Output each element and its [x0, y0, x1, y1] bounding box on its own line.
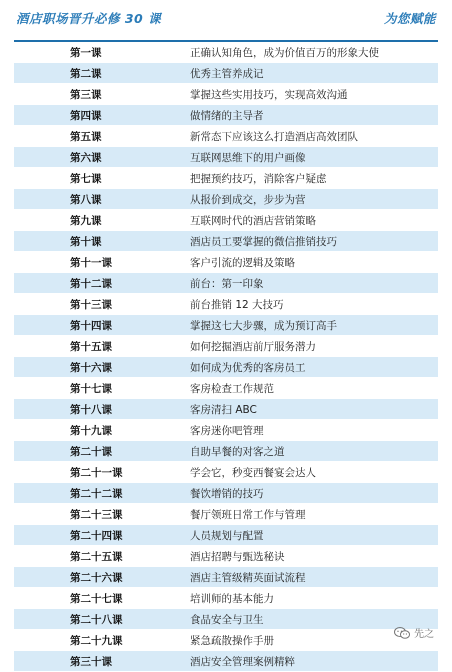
lesson-topic: 如何成为优秀的客房员工: [190, 361, 306, 374]
table-row: [14, 147, 438, 168]
lesson-number: 第二十八课: [70, 613, 123, 626]
table-row: [14, 462, 438, 483]
table-row: [14, 84, 438, 105]
table-row: [14, 252, 438, 273]
lesson-topic: 食品安全与卫生: [190, 613, 264, 626]
lesson-number: 第三课: [70, 88, 102, 101]
lesson-topic: 正确认知角色，成为价值百万的形象大使: [190, 46, 379, 59]
lesson-number: 第二十课: [70, 445, 112, 458]
lesson-number: 第十课: [70, 235, 102, 248]
lesson-number: 第十九课: [70, 424, 112, 437]
table-row: [14, 483, 438, 504]
lesson-number: 第十二课: [70, 277, 112, 290]
lesson-number: 第四课: [70, 109, 102, 122]
lesson-number: 第九课: [70, 214, 102, 227]
table-row: [14, 357, 438, 378]
lesson-number: 第一课: [70, 46, 102, 59]
lesson-number: 第二十五课: [70, 550, 123, 563]
lesson-number: 第二十七课: [70, 592, 123, 605]
lesson-topic: 从报价到成交，步步为营: [190, 193, 306, 206]
lesson-number: 第六课: [70, 151, 102, 164]
course-table: [14, 40, 438, 672]
lesson-topic: 学会它，秒变西餐宴会达人: [190, 466, 316, 479]
lesson-topic: 餐饮增销的技巧: [190, 487, 264, 500]
lesson-topic: 做情绪的主导者: [190, 109, 264, 122]
lesson-number: 第十一课: [70, 256, 112, 269]
table-row: [14, 399, 438, 420]
table-row: [14, 336, 438, 357]
lesson-topic: 客房检查工作规范: [190, 382, 274, 395]
lesson-number: 第十四课: [70, 319, 112, 332]
wechat-icon: [394, 627, 410, 639]
table-row: [14, 378, 438, 399]
table-row: [14, 63, 438, 84]
table-row: [14, 168, 438, 189]
lesson-topic: 酒店员工要掌握的微信推销技巧: [190, 235, 337, 248]
lesson-number: 第八课: [70, 193, 102, 206]
watermark: [394, 625, 434, 640]
lesson-topic: 人员规划与配置: [190, 529, 264, 542]
lesson-topic: 酒店主管级精英面试流程: [190, 571, 306, 584]
table-row: [14, 231, 438, 252]
lesson-number: 第二十四课: [70, 529, 123, 542]
page-header: [0, 0, 452, 36]
lesson-number: 第二十一课: [70, 466, 123, 479]
lesson-topic: 掌握这七大步骤，成为预订高手: [190, 319, 337, 332]
lesson-number: 第二十二课: [70, 487, 123, 500]
table-row: [14, 546, 438, 567]
lesson-number: 第七课: [70, 172, 102, 185]
lesson-topic: 掌握这些实用技巧，实现高效沟通: [190, 88, 348, 101]
lesson-number: 第二十三课: [70, 508, 123, 521]
lesson-number: 第十三课: [70, 298, 112, 311]
lesson-topic: 餐厅领班日常工作与管理: [190, 508, 306, 521]
lesson-number: 第二十六课: [70, 571, 123, 584]
lesson-number: 第二十九课: [70, 634, 123, 647]
lesson-topic: 紧急疏散操作手册: [190, 634, 274, 647]
page-slogan: 为您赋能: [383, 11, 436, 26]
table-row: [14, 210, 438, 231]
table-row: [14, 525, 438, 546]
lesson-topic: 互联网思维下的用户画像: [190, 151, 306, 164]
lesson-topic: 优秀主管养成记: [190, 67, 264, 80]
lesson-topic: 客户引流的逻辑及策略: [190, 256, 295, 269]
table-row: [14, 189, 438, 210]
table-row: [14, 126, 438, 147]
lesson-topic: 把握预约技巧，消除客户疑虑: [190, 172, 327, 185]
table-row: [14, 630, 438, 651]
lesson-topic: 酒店招聘与甄选秘诀: [190, 550, 285, 563]
table-row: [14, 273, 438, 294]
table-row: [14, 42, 438, 63]
table-row: [14, 651, 438, 672]
lesson-number: 第十六课: [70, 361, 112, 374]
lesson-topic: 培训师的基本能力: [190, 592, 274, 605]
lesson-topic: 客房迷你吧管理: [190, 424, 264, 437]
table-row: [14, 315, 438, 336]
lesson-number: 第十五课: [70, 340, 112, 353]
lesson-topic: 前台推销 12 大技巧: [190, 298, 284, 311]
table-row: [14, 609, 438, 630]
lesson-number: 第五课: [70, 130, 102, 143]
lesson-topic: 如何挖掘酒店前厅服务潜力: [190, 340, 316, 353]
table-row: [14, 294, 438, 315]
table-row: [14, 504, 438, 525]
lesson-number: 第十八课: [70, 403, 112, 416]
table-row: [14, 588, 438, 609]
lesson-topic: 新常态下应该这么打造酒店高效团队: [190, 130, 358, 143]
lesson-topic: 客房清扫 ABC: [190, 403, 257, 416]
lesson-number: 第二课: [70, 67, 102, 80]
table-row: [14, 567, 438, 588]
lesson-number: 第三十课: [70, 655, 112, 668]
lesson-topic: 自助早餐的对客之道: [190, 445, 285, 458]
page-title: 酒店职场晋升必修 30 课: [16, 11, 162, 26]
table-row: [14, 441, 438, 462]
lesson-topic: 酒店安全管理案例精粹: [190, 655, 295, 668]
table-row: [14, 105, 438, 126]
table-row: [14, 420, 438, 441]
watermark-text: 先之: [414, 629, 434, 640]
lesson-topic: 互联网时代的酒店营销策略: [190, 214, 316, 227]
lesson-number: 第十七课: [70, 382, 112, 395]
lesson-topic: 前台：第一印象: [190, 277, 264, 290]
